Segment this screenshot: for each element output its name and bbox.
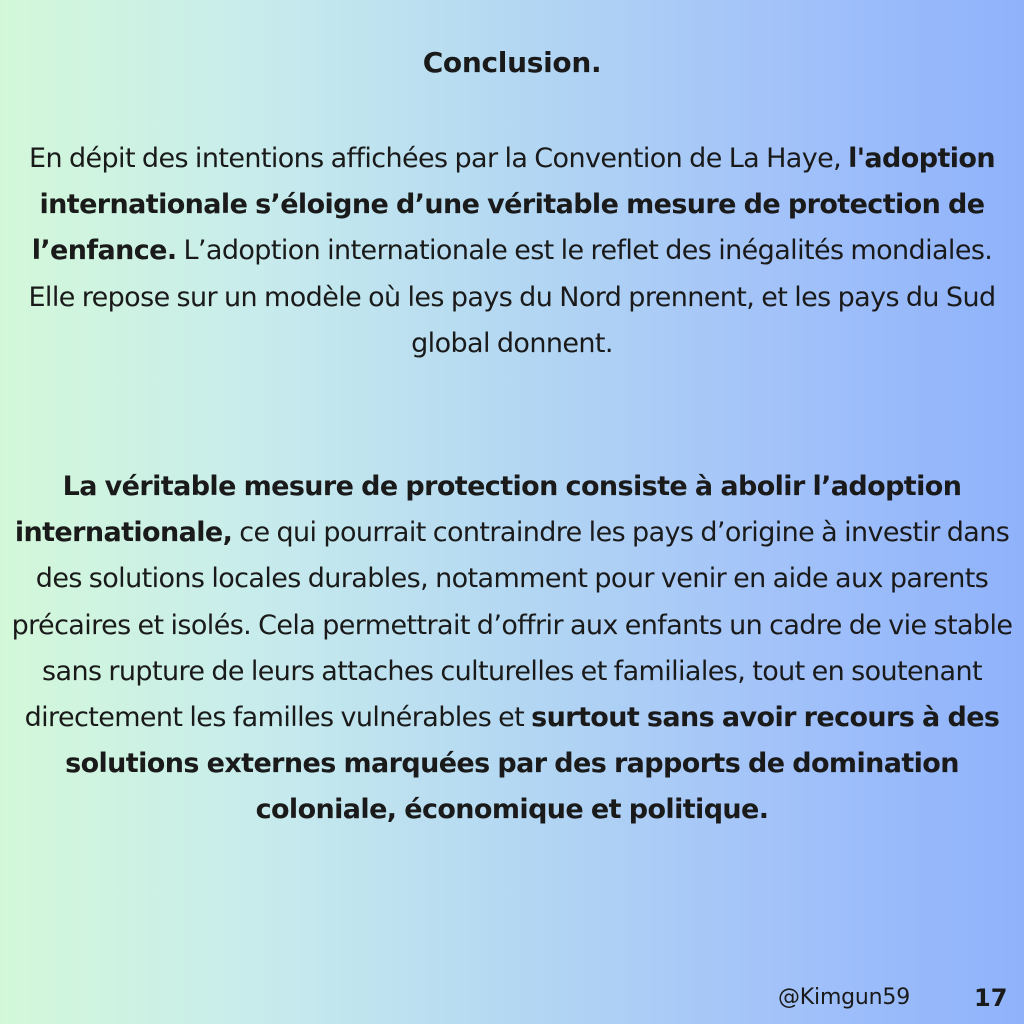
paragraph-proposal	[8, 464, 1016, 834]
author-handle: @Kimgun59	[778, 985, 911, 1010]
paragraph-intro-bold-1: l'adoption internationale s’éloigne d’une véritable mesure de protection de l’enfance.	[31, 143, 995, 267]
page-number: 17	[974, 984, 1008, 1012]
paragraph-intro	[8, 136, 1016, 367]
paragraph-intro-text-2: L’adoption internationale est le reflet des inégalités mondiales. Elle repose sur un modèle où les pays du Nord prennent, et les pays du Sud global donnent.	[28, 235, 996, 359]
paragraph-proposal-text-1: ce qui pourrait contraindre les pays d’origine à investir dans des solutions locales durables, notamment pour venir en aide aux parents précaires et isolés. Cela permettrait d’offrir aux enfants un cadre de vie stable sans rupture de leurs attaches culturelles et familiales, tout en soutenant directement les familles vulnérables et	[11, 517, 1013, 734]
page-title: Conclusion.	[422, 46, 602, 79]
paragraph-proposal-bold-1: La véritable mesure de protection consiste à abolir l’adoption internationale,	[14, 471, 962, 549]
paragraph-intro-text-1: En dépit des intentions affichées par la Convention de La Haye,	[29, 143, 849, 174]
paragraph-proposal-bold-2: surtout sans avoir recours à des solutions externes marquées par des rapports de domination coloniale, économique et politique.	[65, 702, 1000, 826]
